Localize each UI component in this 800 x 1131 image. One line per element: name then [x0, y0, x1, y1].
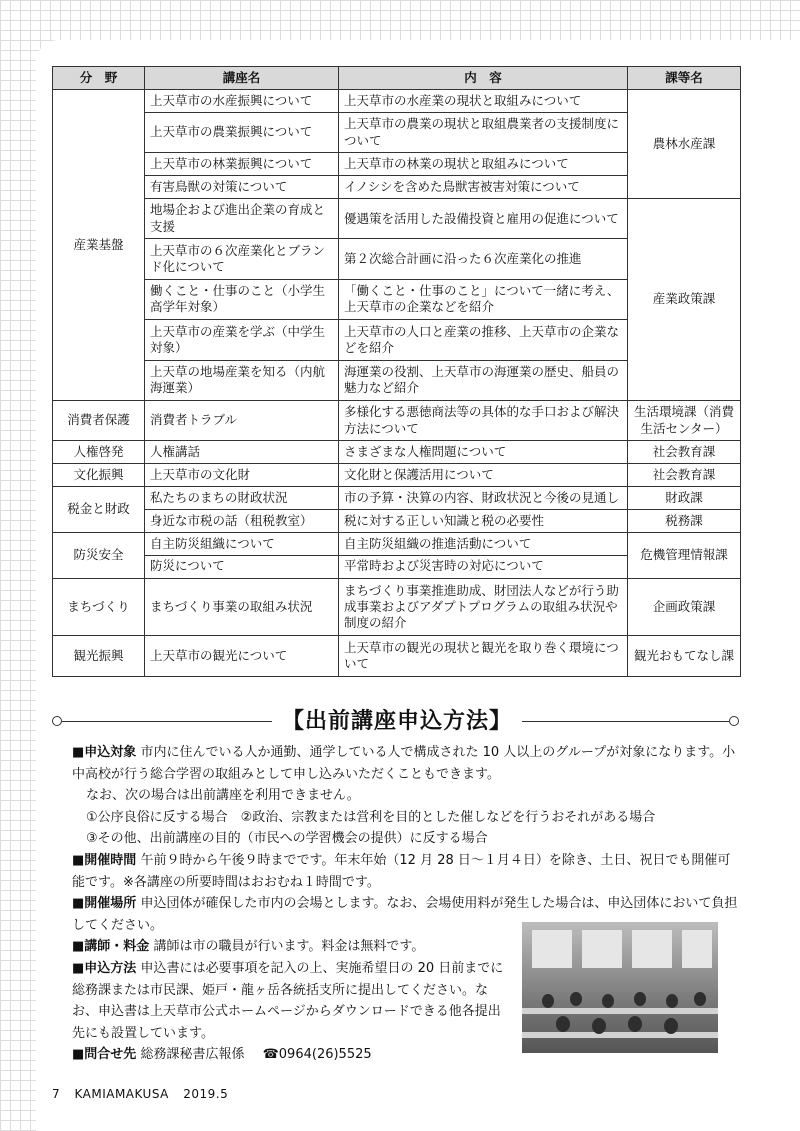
- content-cell: 多様化する悪徳商法等の具体的な手口および解決方法について: [339, 400, 628, 440]
- photo-desk: [522, 1008, 718, 1014]
- content-cell: まちづくり事業推進助成、財団法人などが行う助成事業およびアダプトプログラムの取組み状況や制度の紹介: [339, 578, 628, 636]
- course-name-cell: 上天草市の林業振興について: [145, 153, 339, 176]
- method-label: ■申込方法: [72, 960, 137, 976]
- table-row: [53, 400, 741, 440]
- content-cell: 上天草市の人口と産業の推移、上天草市の企業などを紹介: [339, 320, 628, 360]
- category-cell: まちづくり: [53, 578, 145, 636]
- course-name-cell: 上天草市の産業を学ぶ（中学生対象）: [145, 320, 339, 360]
- photo-person: [602, 994, 614, 1008]
- course-name-cell: 消費者トラブル: [145, 400, 339, 440]
- heading-dot-right: [729, 716, 739, 726]
- content-cell: 文化財と保護活用について: [339, 464, 628, 487]
- lecture-photo: [522, 922, 718, 1053]
- course-name-cell: 自主防災組織について: [145, 532, 339, 555]
- category-cell: 消費者保護: [53, 400, 145, 440]
- photo-person: [628, 1016, 642, 1032]
- header-course-name: 講座名: [145, 67, 339, 90]
- table-row: [53, 90, 741, 113]
- heading-rule-right: [522, 721, 729, 722]
- photo-window: [532, 930, 572, 968]
- table-row: [53, 487, 741, 510]
- photo-window: [582, 930, 622, 968]
- method-paragraph: [72, 958, 512, 1044]
- photo-person: [666, 994, 678, 1008]
- course-name-cell: 防災について: [145, 555, 339, 578]
- content-cell: 上天草市の観光の現状と観光を取り巻く環境について: [339, 636, 628, 677]
- table-row: [53, 441, 741, 464]
- header-content: 内 容: [339, 67, 628, 90]
- department-cell: 農林水産課: [628, 90, 741, 199]
- table-row: [53, 532, 741, 555]
- photo-person: [664, 1018, 678, 1034]
- lecturer-label: ■講師・料金: [72, 939, 150, 955]
- heading-rule-left: [62, 721, 272, 722]
- photo-person: [570, 992, 582, 1006]
- method-text: 申込書には必要事項を記入の上、実施希望日の 20 日前までに総務課または市民課、姫戸・龍ヶ岳各統括支所に提出してください。なお、申込書は上天草市公式ホームページからダウンロードできる他各提出先にも設置しています。: [72, 960, 504, 1041]
- department-cell: 企画政策課: [628, 578, 741, 636]
- table-row: [53, 464, 741, 487]
- department-cell: 税務課: [628, 509, 741, 532]
- time-paragraph: [72, 850, 740, 893]
- place-text: 申込団体が確保した市内の会場とします。なお、会場使用料が発生した場合は、申込団体において負担してください。: [72, 896, 738, 933]
- department-cell: 財政課: [628, 487, 741, 510]
- exclusion-1: ①公序良俗に反する場合 ②政治、宗教または営利を目的とした催しなどを行うおそれがある場合: [86, 809, 656, 825]
- course-name-cell: 働くこと・仕事のこと（小学生高学年対象）: [145, 279, 339, 319]
- category-cell: 防災安全: [53, 532, 145, 578]
- course-name-cell: 地場企および進出企業の育成と支援: [145, 199, 339, 239]
- course-table: [52, 66, 741, 677]
- issue-date: 2019.5: [183, 1087, 229, 1101]
- content-cell: 自主防災組織の推進活動について: [339, 532, 628, 555]
- course-name-cell: 上天草の地場産業を知る（内航海運業）: [145, 360, 339, 400]
- photo-window: [632, 930, 672, 968]
- section-title: 【出前講座申込方法】: [281, 709, 512, 734]
- category-cell: 観光振興: [53, 636, 145, 677]
- category-cell: 人権啓発: [53, 441, 145, 464]
- course-name-cell: 上天草市の６次産業化とブランド化について: [145, 239, 339, 279]
- course-name-cell: 上天草市の農業振興について: [145, 112, 339, 152]
- heading-dot-left: [52, 716, 62, 726]
- table-row: [53, 636, 741, 677]
- contact-text: 総務課秘書広報係: [140, 1047, 245, 1063]
- phone-number: ☎0964(26)5525: [262, 1047, 372, 1063]
- category-cell: 文化振興: [53, 464, 145, 487]
- course-name-cell: 上天草市の文化財: [145, 464, 339, 487]
- department-cell: 社会教育課: [628, 464, 741, 487]
- page-number: 7: [52, 1087, 61, 1101]
- course-name-cell: 私たちのまちの財政状況: [145, 487, 339, 510]
- course-name-cell: 上天草市の観光について: [145, 636, 339, 677]
- place-label: ■開催場所: [72, 896, 137, 912]
- page-footer: [52, 1087, 238, 1101]
- photo-person: [592, 1018, 606, 1034]
- target-text: 市内に住んでいる人か通勤、通学している人で構成された 10 人以上のグループが対象になります。小中高校が行う総合学習の取組みとして申し込みいただくこともできます。: [72, 745, 736, 782]
- time-text: 午前９時から午後９時までです。年末年始（12 月 28 日～１月４日）を除き、土日、祝日でも開催可能です。※各講座の所要時間はおおむね１時間です。: [72, 852, 731, 890]
- photo-window: [682, 930, 712, 968]
- content-cell: 「働くこと・仕事のこと」について一緒に考え、上天草市の企業などを紹介: [339, 279, 628, 319]
- department-cell: 社会教育課: [628, 441, 741, 464]
- content-cell: 平常時および災害時の対応について: [339, 555, 628, 578]
- photo-person: [634, 992, 646, 1006]
- photo-desk: [522, 1032, 718, 1038]
- table-header-row: [53, 67, 741, 90]
- content-cell: 第２次総合計画に沿った６次産業化の推進: [339, 239, 628, 279]
- section-heading: [52, 704, 740, 740]
- department-cell: 観光おもてなし課: [628, 636, 741, 677]
- photo-person: [556, 1016, 570, 1032]
- exclusion-2: ③その他、出前講座の目的（市民への学習機会の提供）に反する場合: [86, 831, 488, 847]
- category-cell: 産業基盤: [53, 90, 145, 401]
- content-cell: 上天草市の水産業の現状と取組みについて: [339, 90, 628, 113]
- table-row: [53, 578, 741, 636]
- magazine-name: KAMIAMAKUSA: [74, 1087, 169, 1101]
- content-cell: 上天草市の農業の現状と取組農業者の支援制度について: [339, 112, 628, 152]
- table-row: [53, 509, 741, 532]
- time-label: ■開催時間: [72, 852, 137, 868]
- course-name-cell: まちづくり事業の取組み状況: [145, 578, 339, 636]
- target-note: なお、次の場合は出前講座を利用できません。: [86, 788, 360, 804]
- table-row: [53, 199, 741, 239]
- target-paragraph: [72, 742, 740, 785]
- content-cell: さまざまな人権問題について: [339, 441, 628, 464]
- photo-person: [542, 994, 554, 1008]
- course-name-cell: 人権講話: [145, 441, 339, 464]
- content-cell: イノシシを含めた鳥獣害被害対策について: [339, 176, 628, 199]
- content-cell: 優遇策を活用した設備投資と雇用の促進について: [339, 199, 628, 239]
- course-name-cell: 上天草市の水産振興について: [145, 90, 339, 113]
- lecturer-text: 講師は市の職員が行います。料金は無料です。: [153, 939, 425, 955]
- content-cell: 海運業の役割、上天草市の海運業の歴史、船員の魅力など紹介: [339, 360, 628, 400]
- course-name-cell: 身近な市税の話（租税教室）: [145, 509, 339, 532]
- course-name-cell: 有害鳥獣の対策について: [145, 176, 339, 199]
- header-field: 分 野: [53, 67, 145, 90]
- photo-person: [694, 992, 706, 1006]
- department-cell: 生活環境課（消費生活センター）: [628, 400, 741, 440]
- header-department: 課等名: [628, 67, 741, 90]
- target-label: ■申込対象: [72, 745, 137, 760]
- department-cell: 危機管理情報課: [628, 532, 741, 578]
- contact-label: ■問合せ先: [72, 1047, 137, 1063]
- category-cell: 税金と財政: [53, 487, 145, 533]
- department-cell: 産業政策課: [628, 199, 741, 401]
- content-cell: 税に対する正しい知識と税の必要性: [339, 509, 628, 532]
- content-cell: 市の予算・決算の内容、財政状況と今後の見通し: [339, 487, 628, 510]
- content-cell: 上天草市の林業の現状と取組みについて: [339, 153, 628, 176]
